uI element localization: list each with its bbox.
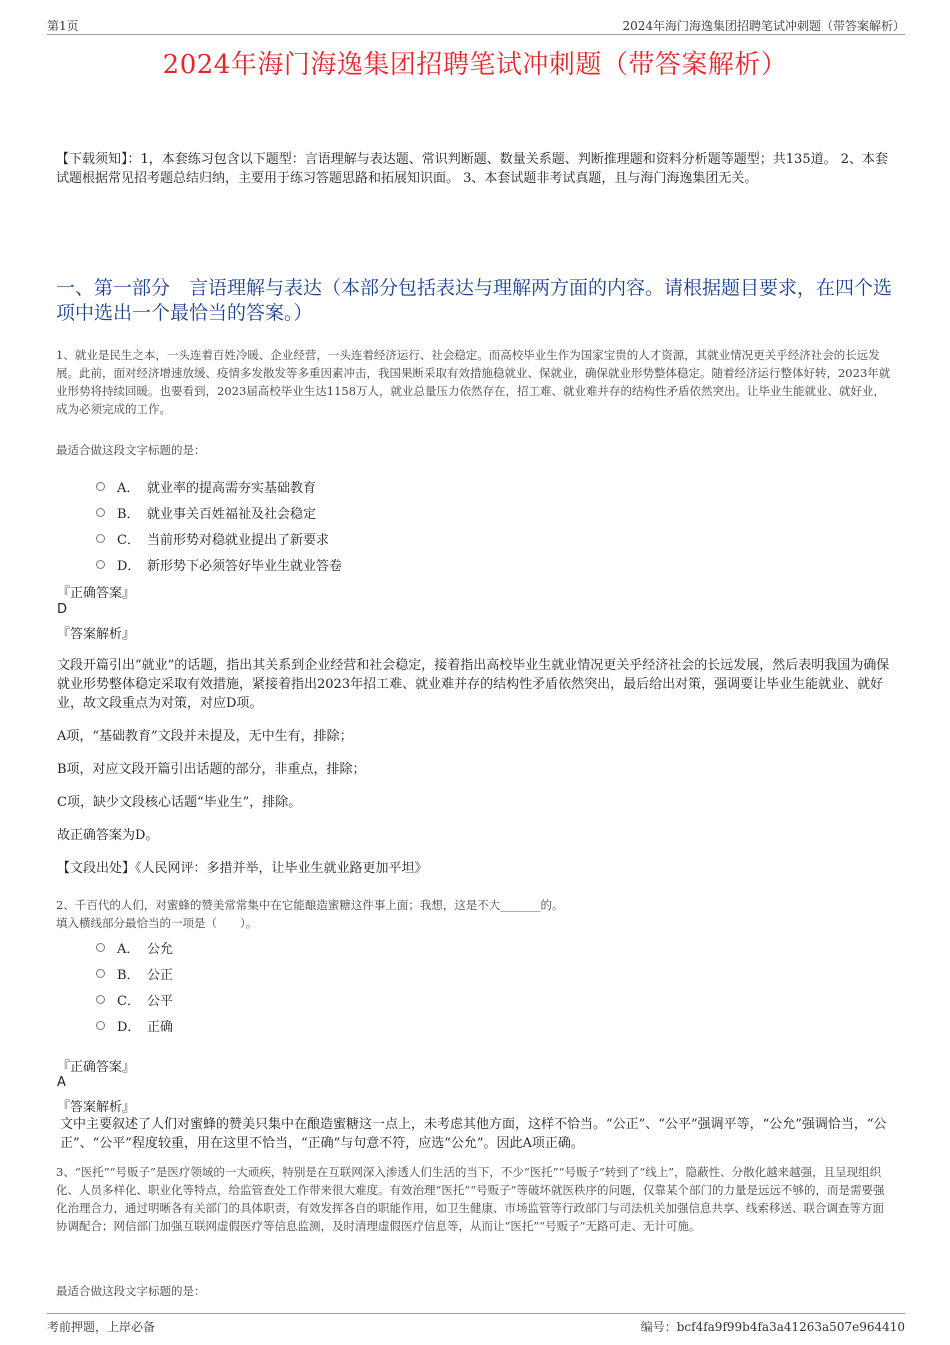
option-text: 正确 — [147, 1019, 174, 1035]
radio-icon[interactable] — [96, 482, 105, 491]
option-letter: D． — [117, 558, 141, 574]
download-notice: 【下载须知】：1，本套练习包含以下题型：言语理解与表达题、常识判断题、数量关系题、判断推理题和资料分析题等题型；共135道。 2、本套试题根据常见招考题总结归纳，主要用于练习答题思路和拓展知识面。 3、本套试题非考试真题，且与海门海逸集团无关。 — [56, 152, 888, 186]
question-1-note-b: B项，对应文段开篇引出话题的部分，非重点，排除； — [57, 762, 366, 777]
question-2-option-d[interactable] — [96, 1012, 173, 1038]
question-1-option-a[interactable] — [96, 473, 342, 499]
question-1-answer: D — [57, 602, 68, 617]
question-2-option-c[interactable] — [96, 986, 173, 1012]
option-letter: C． — [117, 993, 140, 1009]
footer-serial: 编号：bcf4fa9f99b4fa3a41263a507e964410 — [640, 1320, 905, 1334]
option-text: 公正 — [147, 967, 174, 983]
option-letter: D． — [117, 1019, 141, 1035]
option-letter: C． — [117, 532, 140, 548]
question-1-analysis-label: 『答案解析』 — [57, 627, 136, 642]
question-1-note-c: C项，缺少文段核心话题“毕业生”，排除。 — [57, 795, 302, 810]
radio-icon[interactable] — [96, 560, 105, 569]
question-1-text: 1、就业是民生之本，一头连着百姓冷暖、企业经营，一头连着经济运行、社会稳定。而高校毕业生作为国家宝贵的人才资源，其就业情况更关乎经济社会的长远发展。此前，面对经济增速放缓、疫情多发散发等多重因素冲击，我国果断采取有效措施稳就业、保就业，确保就业形势整体稳定。随着经济运行整体好转，2023年就业形势将持续回暖。也要看到，2023届高校毕业生达1158万人，就业总量压力依然存在，招工难、就业难并存的结构性矛盾依然突出。让毕业生能就业、就好业，成为必须完成的工作。 — [56, 348, 891, 416]
question-2-analysis: 文中主要叙述了人们对蜜蜂的赞美只集中在酿造蜜糖这一点上，未考虑其他方面，这样不恰当。“公正”、“公平”强调平等，“公允”强调恰当，“公正”、“公平”程度较重，用在这里不恰当，“正确”与句意不符，应选“公允”。因此A项正确。 — [60, 1117, 887, 1151]
question-1-prompt: 最适合做这段文字标题的是： — [56, 443, 206, 457]
question-2-option-a[interactable] — [96, 934, 173, 960]
option-text: 就业事关百姓福祉及社会稳定 — [147, 506, 317, 522]
document-title: 2024年海门海逸集团招聘笔试冲刺题（带答案解析） — [162, 50, 788, 80]
question-2-answer: A — [57, 1075, 66, 1090]
section-heading: 一、第一部分 言语理解与表达（本部分包括表达与理解两方面的内容。请根据题目要求，在四个选项中选出一个最恰当的答案。） — [56, 277, 893, 324]
option-text: 新形势下必须答好毕业生就业答卷 — [147, 558, 343, 574]
page-number: 第1页 — [47, 19, 79, 33]
question-1-option-b[interactable] — [96, 499, 342, 525]
option-text: 公平 — [147, 993, 174, 1009]
question-1-source: 【文段出处】《人民网评：多措并举，让毕业生就业路更加平坦》 — [57, 861, 428, 876]
page-footer — [47, 1313, 905, 1336]
question-1-option-c[interactable] — [96, 525, 342, 551]
question-2-answer-label: 『正确答案』 — [57, 1060, 136, 1075]
radio-icon[interactable] — [96, 969, 105, 978]
option-letter: B． — [117, 967, 140, 983]
question-1-options — [96, 473, 342, 577]
radio-icon[interactable] — [96, 508, 105, 517]
question-3-prompt: 最适合做这段文字标题的是： — [56, 1284, 206, 1298]
question-2-analysis-label: 『答案解析』 — [57, 1100, 136, 1115]
radio-icon[interactable] — [96, 943, 105, 952]
question-3-text: 3、“医托”“号贩子”是医疗领域的一大顽疾，特别是在互联网深入渗透人们生活的当下，不少“医托”“号贩子”转到了“线上”，隐蔽性、分散化越来越强，且呈现组织化、人员多样化、职业化等特点，给监管查处工作带来很大难度。有效治理“医托”“号贩子”等破坏就医秩序的问题，仅靠某个部门的力量是远远不够的，而是需要强化治理合力，通过明晰各有关部门的具体职责，有效发挥各自的职能作用，如卫生健康、市场监管等行政部门与司法机关加强信息共享、线索移送、联合调查等方面协调配合；网信部门加强互联网虚假医疗等信息监测，及时清理虚假医疗信息等，从而让“医托”“号贩子”无路可走、无计可施。 — [56, 1165, 885, 1233]
radio-icon[interactable] — [96, 1021, 105, 1030]
option-letter: A． — [117, 480, 140, 496]
radio-icon[interactable] — [96, 534, 105, 543]
question-1-note-a: A项，“基础教育”文段并未提及，无中生有，排除； — [57, 729, 353, 744]
question-2-option-b[interactable] — [96, 960, 173, 986]
question-2-text: 2、千百代的人们，对蜜蜂的赞美常常集中在它能酿造蜜糖这件事上面；我想，这是不大_______的。 — [56, 898, 564, 912]
page-header — [47, 14, 905, 35]
option-letter: B． — [117, 506, 140, 522]
option-text: 公允 — [147, 941, 174, 957]
running-title: 2024年海门海逸集团招聘笔试冲刺题（带答案解析） — [622, 19, 905, 33]
radio-icon[interactable] — [96, 995, 105, 1004]
question-1-conclusion: 故正确答案为D。 — [57, 828, 159, 843]
question-1-answer-label: 『正确答案』 — [57, 586, 136, 601]
option-text: 当前形势对稳就业提出了新要求 — [147, 532, 330, 548]
question-1-option-d[interactable] — [96, 551, 342, 577]
option-letter: A． — [117, 941, 140, 957]
question-2-options — [96, 934, 173, 1038]
question-2-prompt: 填入横线部分最恰当的一项是（ ）。 — [56, 916, 258, 930]
option-text: 就业率的提高需夯实基础教育 — [147, 480, 317, 496]
question-1-analysis: 文段开篇引出“就业”的话题，指出其关系到企业经营和社会稳定，接着指出高校毕业生就业情况更关乎经济社会的长远发展，然后表明我国为确保就业形势整体稳定采取有效措施，紧接着指出2023年招工难、就业难并存的结构性矛盾依然突出，最后给出对策，强调要让毕业生能就业、就好业，故文段重点为对策，对应D项。 — [57, 658, 890, 711]
footer-slogan: 考前押题，上岸必备 — [47, 1320, 156, 1334]
